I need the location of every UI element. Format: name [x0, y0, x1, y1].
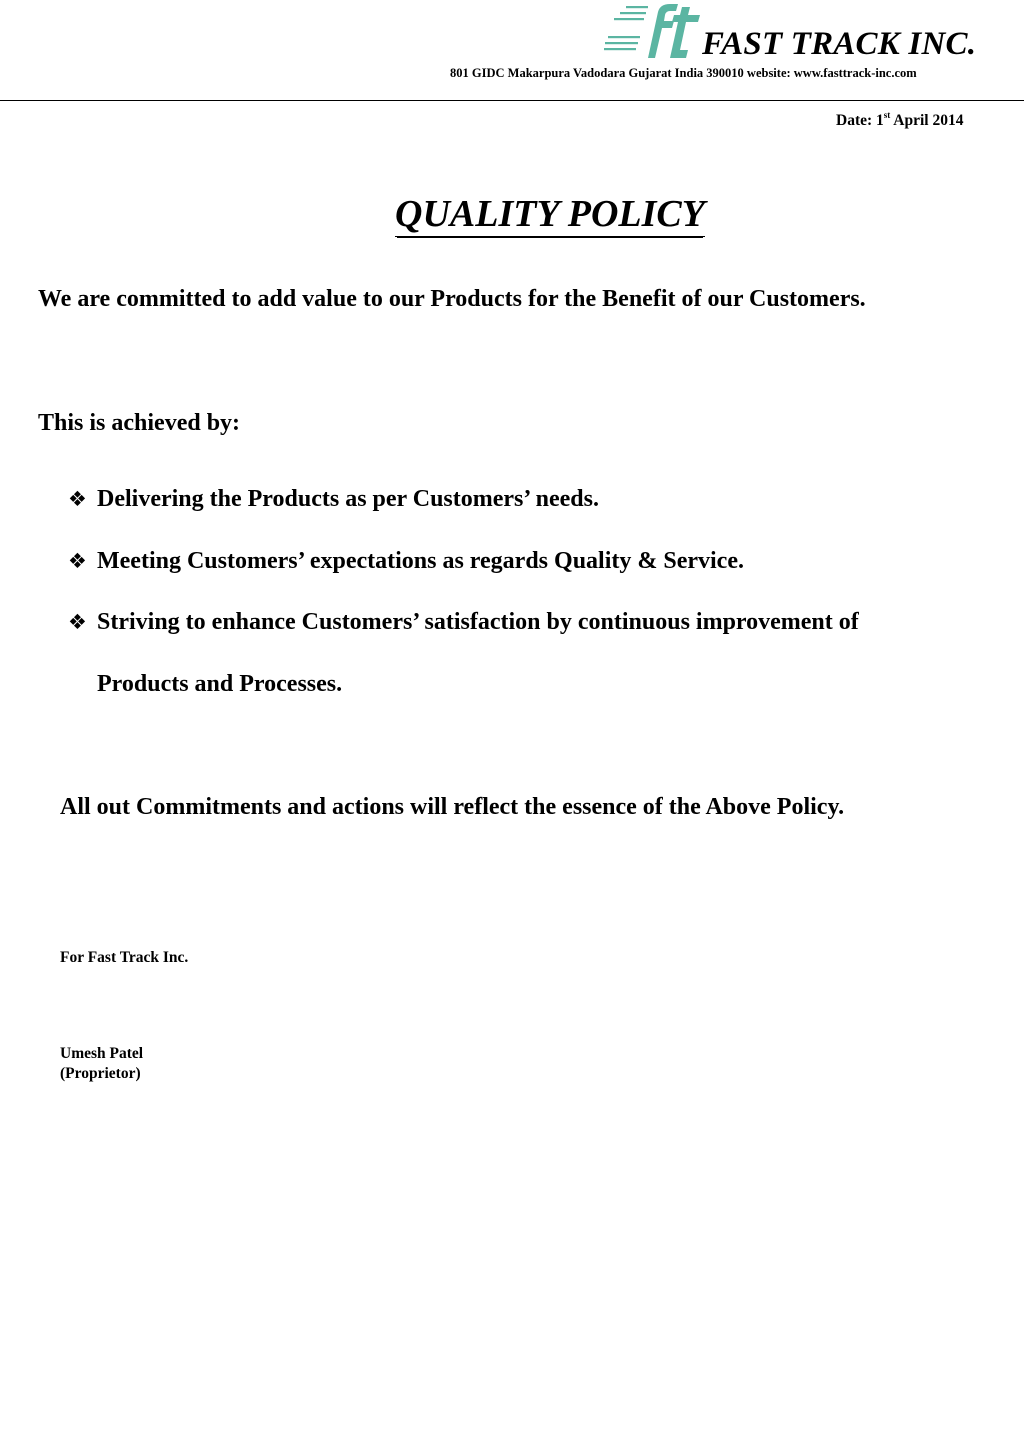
- date-prefix: Date: 1: [836, 112, 884, 129]
- list-item-text: Delivering the Products as per Customers’ needs.: [97, 486, 599, 512]
- diamond-bullet-icon: ❖: [68, 487, 87, 511]
- signature-company: For Fast Track Inc.: [60, 949, 189, 966]
- diamond-bullet-icon: ❖: [68, 610, 87, 634]
- date-suffix: April 2014: [890, 112, 964, 129]
- diamond-bullet-icon: ❖: [68, 549, 87, 573]
- page-title-text: QUALITY POLICY: [395, 193, 705, 235]
- list-item-text: Meeting Customers’ expectations as regards Quality & Service.: [97, 548, 744, 574]
- list-item-text: Striving to enhance Customers’ satisfaction by continuous improvement of: [97, 609, 859, 635]
- policy-reflection: All out Commitments and actions will reflect the essence of the Above Policy.: [60, 794, 845, 820]
- list-item-continuation: Products and Processes.: [97, 671, 343, 697]
- company-name: FAST TRACK INC.: [702, 26, 977, 62]
- signatory-role: (Proprietor): [60, 1065, 141, 1082]
- list-item: [68, 609, 859, 636]
- company-address: 801 GIDC Makarpura Vadodara Gujarat India 390010 website: www.fasttrack-inc.com: [450, 66, 917, 80]
- list-item: [68, 486, 599, 513]
- header-divider: [0, 100, 1024, 101]
- signatory-name: Umesh Patel: [60, 1045, 144, 1062]
- commitment-statement: We are committed to add value to our Products for the Benefit of our Customers.: [38, 286, 866, 312]
- date-superscript: st: [883, 110, 891, 120]
- page-title: [0, 192, 1024, 236]
- document-date: [836, 112, 963, 130]
- ft-logo-icon: [604, 2, 704, 60]
- achieved-by-heading: This is achieved by:: [38, 410, 241, 436]
- list-item: [68, 548, 744, 575]
